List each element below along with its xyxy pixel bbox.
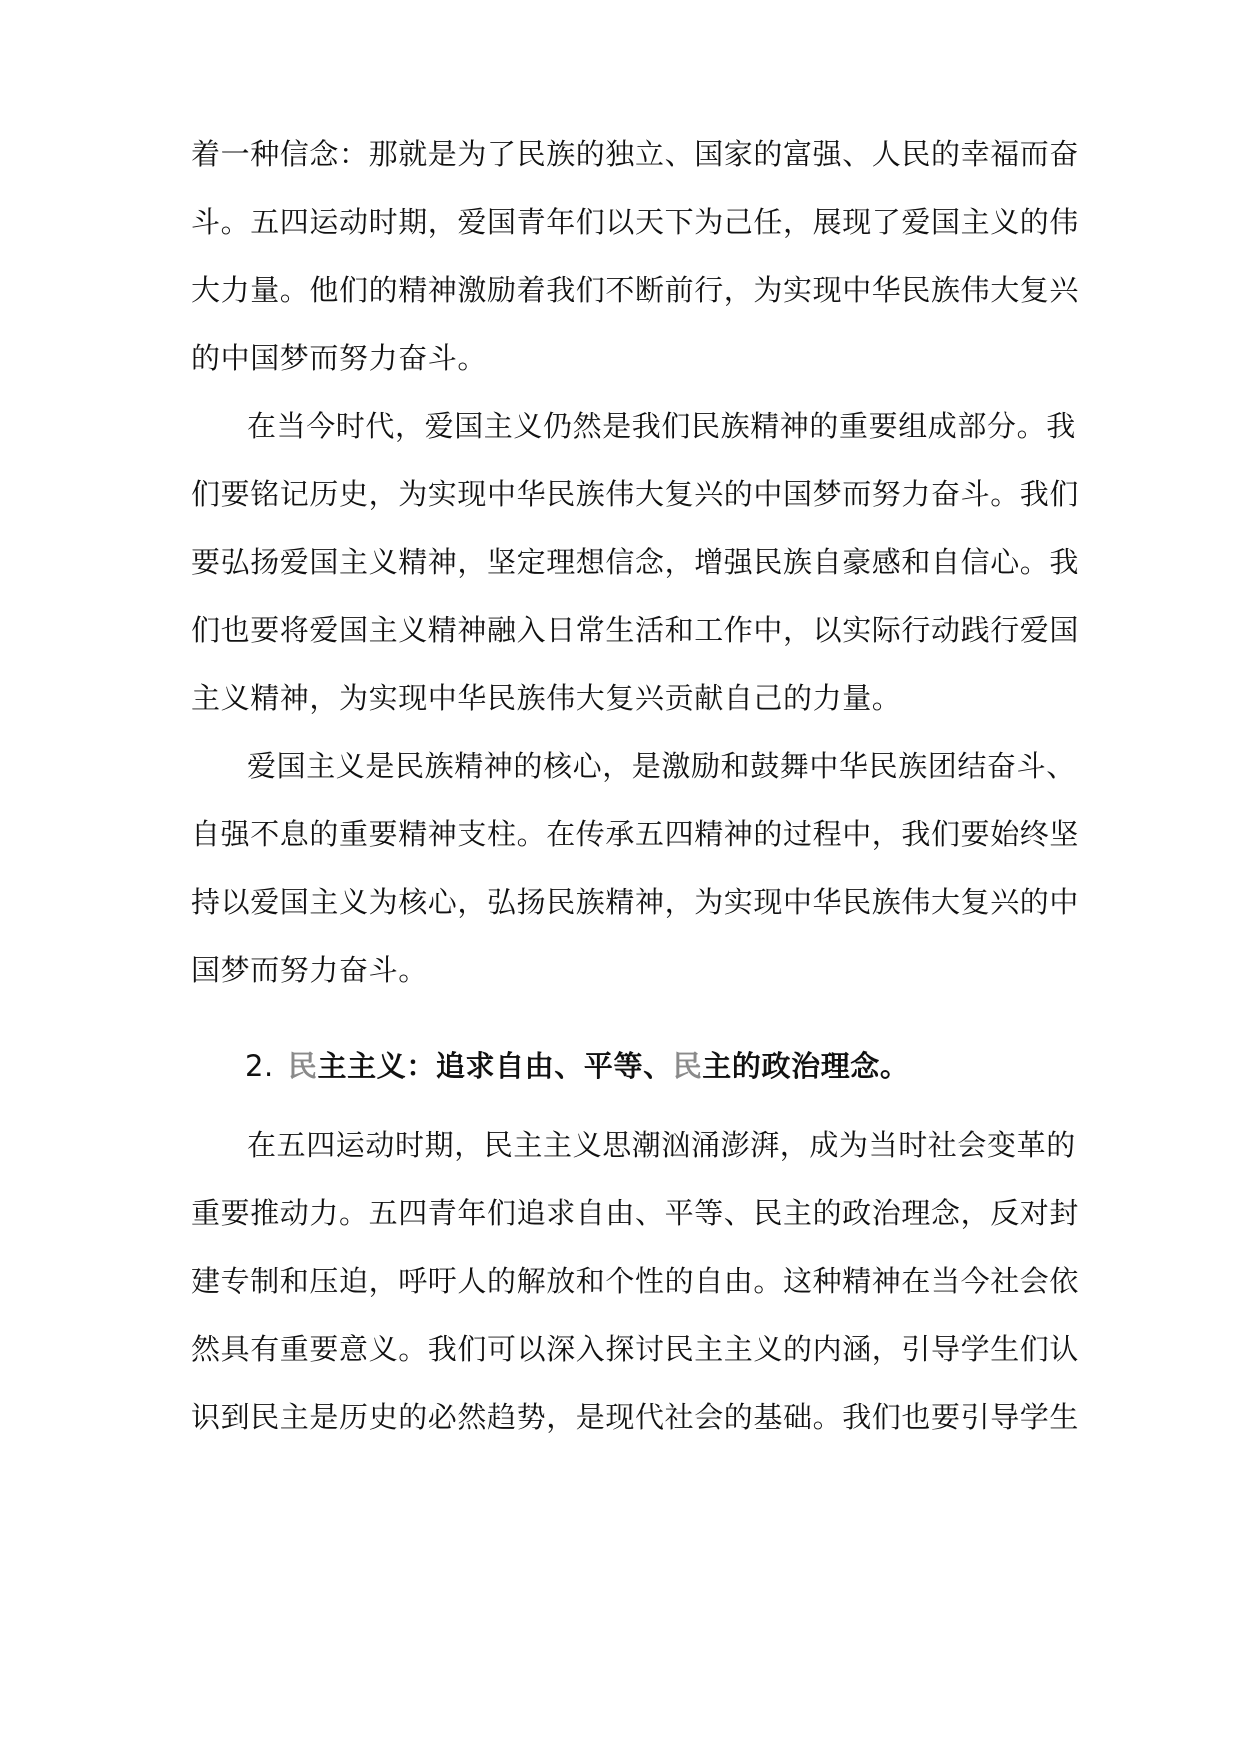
paragraph-first-line: 在当今时代，爱国主义仍然是我们民族精神的重要组成部分。我 bbox=[247, 409, 1076, 443]
heading-text: 主主义：追求自由、平等、 bbox=[317, 1049, 673, 1083]
heading-faint-char: 民 bbox=[672, 1049, 703, 1083]
text-line: 持以爱国主义为核心，弘扬民族精神，为实现中华民族伟大复兴的中 bbox=[191, 885, 1080, 919]
text-line: 斗。五四运动时期，爱国青年们以天下为己任，展现了爱国主义的伟 bbox=[191, 205, 1080, 239]
text-line: 要弘扬爱国主义精神，坚定理想信念，增强民族自豪感和自信心。我 bbox=[191, 545, 1080, 579]
section-heading bbox=[245, 1046, 910, 1086]
text-line: 重要推动力。五四青年们追求自由、平等、民主的政治理念，反对封 bbox=[191, 1196, 1080, 1230]
text-line: 国梦而努力奋斗。 bbox=[191, 953, 428, 987]
paragraph-first-line: 在五四运动时期，民主主义思潮汹涌澎湃，成为当时社会变革的 bbox=[247, 1128, 1076, 1162]
text-line: 建专制和压迫，呼吁人的解放和个性的自由。这种精神在当今社会依 bbox=[191, 1264, 1080, 1298]
heading-faint-char: 民 bbox=[287, 1049, 318, 1083]
text-line: 主义精神，为实现中华民族伟大复兴贡献自己的力量。 bbox=[191, 681, 902, 715]
text-line: 们要铭记历史，为实现中华民族伟大复兴的中国梦而努力奋斗。我们 bbox=[191, 477, 1080, 511]
text-line: 然具有重要意义。我们可以深入探讨民主主义的内涵，引导学生们认 bbox=[191, 1332, 1080, 1366]
text-line: 识到民主是历史的必然趋势，是现代社会的基础。我们也要引导学生 bbox=[191, 1400, 1080, 1434]
heading-number: 2. bbox=[245, 1049, 274, 1083]
paragraph-first-line: 爱国主义是民族精神的核心，是激励和鼓舞中华民族团结奋斗、 bbox=[247, 749, 1076, 783]
text-line: 自强不息的重要精神支柱。在传承五四精神的过程中，我们要始终坚 bbox=[191, 817, 1080, 851]
text-line: 大力量。他们的精神激励着我们不断前行，为实现中华民族伟大复兴 bbox=[191, 273, 1080, 307]
text-line: 的中国梦而努力奋斗。 bbox=[191, 341, 488, 375]
heading-text: 主的政治理念。 bbox=[702, 1049, 910, 1083]
text-line: 着一种信念：那就是为了民族的独立、国家的富强、人民的幸福而奋 bbox=[191, 137, 1080, 171]
text-line: 们也要将爱国主义精神融入日常生活和工作中，以实际行动践行爱国 bbox=[191, 613, 1080, 647]
